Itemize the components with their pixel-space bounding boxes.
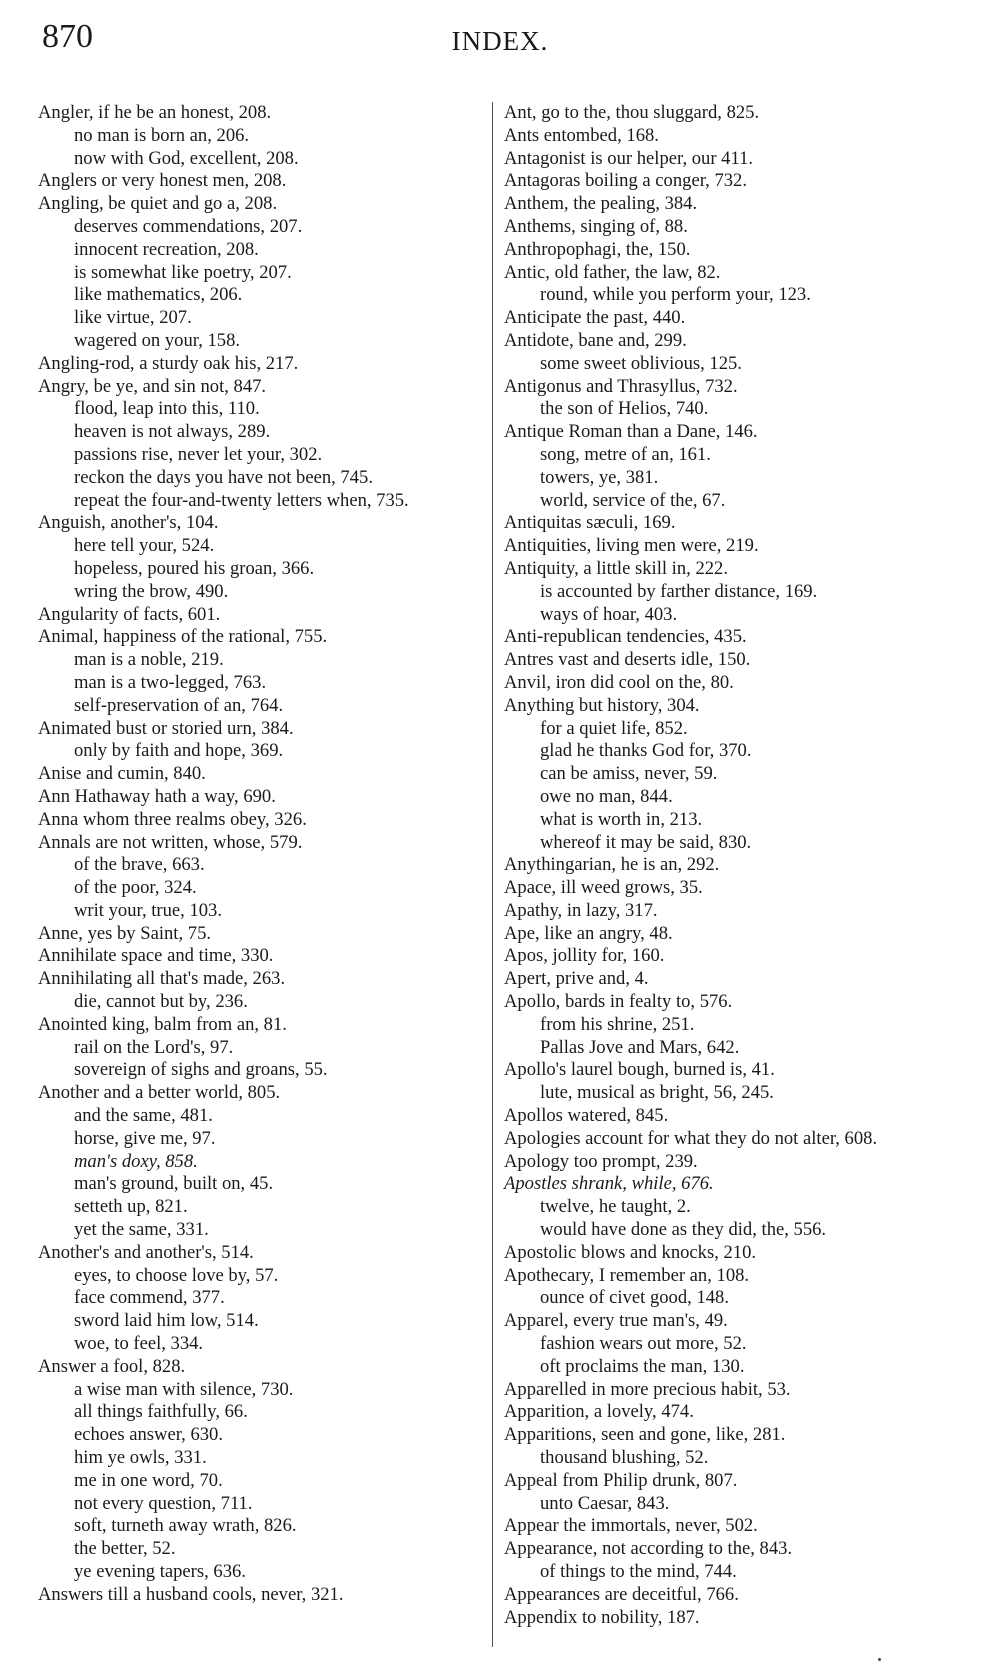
index-entry: Angularity of facts, 601. [38,603,221,625]
index-subentry: wring the brow, 490. [74,580,229,602]
index-subentry: for a quiet life, 852. [540,717,688,739]
index-subentry: owe no man, 844. [540,785,673,807]
index-subentry: what is worth in, 213. [540,808,703,830]
index-subentry: lute, musical as bright, 56, 245. [540,1082,774,1104]
index-subentry: of the poor, 324. [74,877,197,899]
index-subentry: man's doxy, 858. [74,1150,198,1172]
index-entry: Another and a better world, 805. [38,1082,281,1104]
index-entry: Antagoras boiling a conger, 732. [504,170,747,192]
index-entry: Apollo, bards in fealty to, 576. [504,991,733,1013]
index-subentry: self-preservation of an, 764. [74,694,284,716]
index-subentry: Pallas Jove and Mars, 642. [540,1036,740,1058]
index-subentry: here tell your, 524. [74,535,215,557]
index-subentry: heaven is not always, 289. [74,421,271,443]
index-subentry: hopeless, poured his groan, 366. [74,557,315,579]
index-subentry: glad he thanks God for, 370. [540,740,752,762]
index-entry: Antigonus and Thrasyllus, 732. [504,375,738,397]
index-column-left [38,102,490,1607]
index-entry: Answer a fool, 828. [38,1355,186,1377]
index-entry: Ann Hathaway hath a way, 690. [38,785,276,807]
index-subentry: twelve, he taught, 2. [540,1196,691,1218]
index-entry: Appearances are deceitful, 766. [504,1583,739,1605]
index-subentry: repeat the four-and-twenty letters when, 735. [74,489,409,511]
index-entry: Appear the immortals, never, 502. [504,1515,758,1537]
index-subentry: deserves commendations, 207. [74,215,303,237]
index-entry: Answers till a husband cools, never, 321. [38,1583,344,1605]
index-subentry: innocent recreation, 208. [74,238,259,260]
index-entry: Anglers or very honest men, 208. [38,170,287,192]
index-entry: Apparitions, seen and gone, like, 281. [504,1424,786,1446]
index-entry: Ape, like an angry, 48. [504,922,673,944]
index-entry: Apace, ill weed grows, 35. [504,877,703,899]
index-subentry: horse, give me, 97. [74,1127,216,1149]
index-subentry: is accounted by farther distance, 169. [540,580,818,602]
index-entry: Antiquity, a little skill in, 222. [504,557,728,579]
index-entry: Angry, be ye, and sin not, 847. [38,375,267,397]
index-entry: Anointed king, balm from an, 81. [38,1013,287,1035]
index-subentry: round, while you perform your, 123. [540,284,811,306]
index-subentry: face commend, 377. [74,1287,225,1309]
index-subentry: sword laid him low, 514. [74,1310,259,1332]
index-subentry: woe, to feel, 334. [74,1333,204,1355]
index-entry: Ants entombed, 168. [504,124,659,146]
index-entry: Anise and cumin, 840. [38,763,206,785]
index-subentry: setteth up, 821. [74,1196,188,1218]
index-subentry: man is a two-legged, 763. [74,671,267,693]
index-subentry: man's ground, built on, 45. [74,1173,274,1195]
index-entry: Apothecary, I remember an, 108. [504,1264,750,1286]
index-subentry: die, cannot but by, 236. [74,991,248,1013]
index-subentry: yet the same, 331. [74,1219,209,1241]
index-entry: Apathy, in lazy, 317. [504,899,658,921]
index-entry: Antic, old father, the law, 82. [504,261,721,283]
index-subentry: like virtue, 207. [74,307,192,329]
index-entry: Annihilate space and time, 330. [38,945,274,967]
index-subentry: oft proclaims the man, 130. [540,1355,745,1377]
index-entry: Apologies account for what they do not alter, 608. [504,1127,878,1149]
index-entry: Anything but history, 304. [504,694,700,716]
index-subentry: rail on the Lord's, 97. [74,1036,234,1058]
index-entry: Angling-rod, a sturdy oak his, 217. [38,352,299,374]
index-subentry: some sweet oblivious, 125. [540,352,742,374]
index-subentry: like mathematics, 206. [74,284,243,306]
index-entry: Anna whom three realms obey, 326. [38,808,307,830]
index-entry: Apology too prompt, 239. [504,1150,698,1172]
index-entry: Apert, prive and, 4. [504,968,649,990]
index-entry: Antagonist is our helper, our 411. [504,147,754,169]
index-subentry: is somewhat like poetry, 207. [74,261,292,283]
index-entry: Anticipate the past, 440. [504,307,686,329]
index-subentry: me in one word, 70. [74,1469,223,1491]
index-entry: Angling, be quiet and go a, 208. [38,193,278,215]
index-subentry: eyes, to choose love by, 57. [74,1264,279,1286]
index-subentry: echoes answer, 630. [74,1424,223,1446]
index-subentry: towers, ye, 381. [540,466,659,488]
index-subentry: fashion wears out more, 52. [540,1333,747,1355]
index-entry: Apostles shrank, while, 676. [504,1173,714,1195]
index-subentry: ways of hoar, 403. [540,603,678,625]
index-subentry: man is a noble, 219. [74,649,224,671]
index-subentry: song, metre of an, 161. [540,443,711,465]
index-subentry: writ your, true, 103. [74,899,222,921]
index-entry: Anthems, singing of, 88. [504,215,688,237]
index-subentry: him ye owls, 331. [74,1447,207,1469]
index-subentry: the son of Helios, 740. [540,398,709,420]
index-subentry: can be amiss, never, 59. [540,763,718,785]
index-entry: Annihilating all that's made, 263. [38,968,286,990]
index-subentry: sovereign of sighs and groans, 55. [74,1059,328,1081]
index-subentry: all things faithfully, 66. [74,1401,248,1423]
index-subentry: ye evening tapers, 636. [74,1561,246,1582]
index-entry: Apollo's laurel bough, burned is, 41. [504,1059,775,1081]
index-entry: Ant, go to the, thou sluggard, 825. [504,102,760,123]
index-subentry: soft, turneth away wrath, 826. [74,1515,297,1537]
index-subentry: reckon the days you have not been, 745. [74,466,373,488]
index-subentry: wagered on your, 158. [74,329,241,351]
index-entry: Anythingarian, he is an, 292. [504,854,720,876]
index-subentry: from his shrine, 251. [540,1013,695,1035]
index-entry: Antiquitas sæculi, 169. [504,512,676,534]
index-entry: Apostolic blows and knocks, 210. [504,1241,757,1263]
index-entry: Anguish, another's, 104. [38,512,219,534]
stray-mark [878,1658,881,1661]
index-column-right [504,102,956,1629]
index-entry: Appendix to nobility, 187. [504,1606,700,1628]
index-subentry: thousand blushing, 52. [540,1447,709,1469]
index-subentry: the better, 52. [74,1538,176,1560]
index-entry: Antres vast and deserts idle, 150. [504,649,751,671]
page-number: 870 [42,18,93,55]
page-title: INDEX. [451,26,549,56]
index-subentry: ounce of civet good, 148. [540,1287,729,1309]
index-subentry: unto Caesar, 843. [540,1492,670,1514]
index-subentry: passions rise, never let your, 302. [74,443,323,465]
index-entry: Anthropophagi, the, 150. [504,238,691,260]
index-entry: Apparition, a lovely, 474. [504,1401,694,1423]
index-subentry: world, service of the, 67. [540,489,726,511]
index-entry: Anthem, the pealing, 384. [504,193,698,215]
index-entry: Apparel, every true man's, 49. [504,1310,728,1332]
index-subentry: of the brave, 663. [74,854,205,876]
index-subentry: of things to the mind, 744. [540,1561,737,1582]
index-subentry: no man is born an, 206. [74,124,250,146]
index-entry: Animal, happiness of the rational, 755. [38,626,328,648]
index-entry: Animated bust or storied urn, 384. [38,717,294,739]
index-entry: Anne, yes by Saint, 75. [38,922,212,944]
index-entry: Another's and another's, 514. [38,1241,254,1263]
column-divider [492,102,493,1647]
index-subentry: flood, leap into this, 110. [74,398,260,420]
index-entry: Annals are not written, whose, 579. [38,831,303,853]
index-subentry: would have done as they did, the, 556. [540,1219,827,1241]
index-subentry: and the same, 481. [74,1105,213,1127]
index-subentry: whereof it may be said, 830. [540,831,752,853]
index-entry: Angler, if he be an honest, 208. [38,102,272,123]
index-entry: Antidote, bane and, 299. [504,329,687,351]
index-subentry: only by faith and hope, 369. [74,740,284,762]
index-entry: Anti-republican tendencies, 435. [504,626,747,648]
index-subentry: not every question, 711. [74,1492,253,1514]
index-subentry: a wise man with silence, 730. [74,1378,294,1400]
index-subentry: now with God, excellent, 208. [74,147,299,169]
index-entry: Antique Roman than a Dane, 146. [504,421,758,443]
index-entry: Apollos watered, 845. [504,1105,669,1127]
index-entry: Anvil, iron did cool on the, 80. [504,671,734,693]
index-entry: Appearance, not according to the, 843. [504,1538,793,1560]
index-entry: Apos, jollity for, 160. [504,945,665,967]
index-entry: Antiquities, living men were, 219. [504,535,759,557]
index-entry: Appeal from Philip drunk, 807. [504,1469,738,1491]
index-entry: Apparelled in more precious habit, 53. [504,1378,791,1400]
